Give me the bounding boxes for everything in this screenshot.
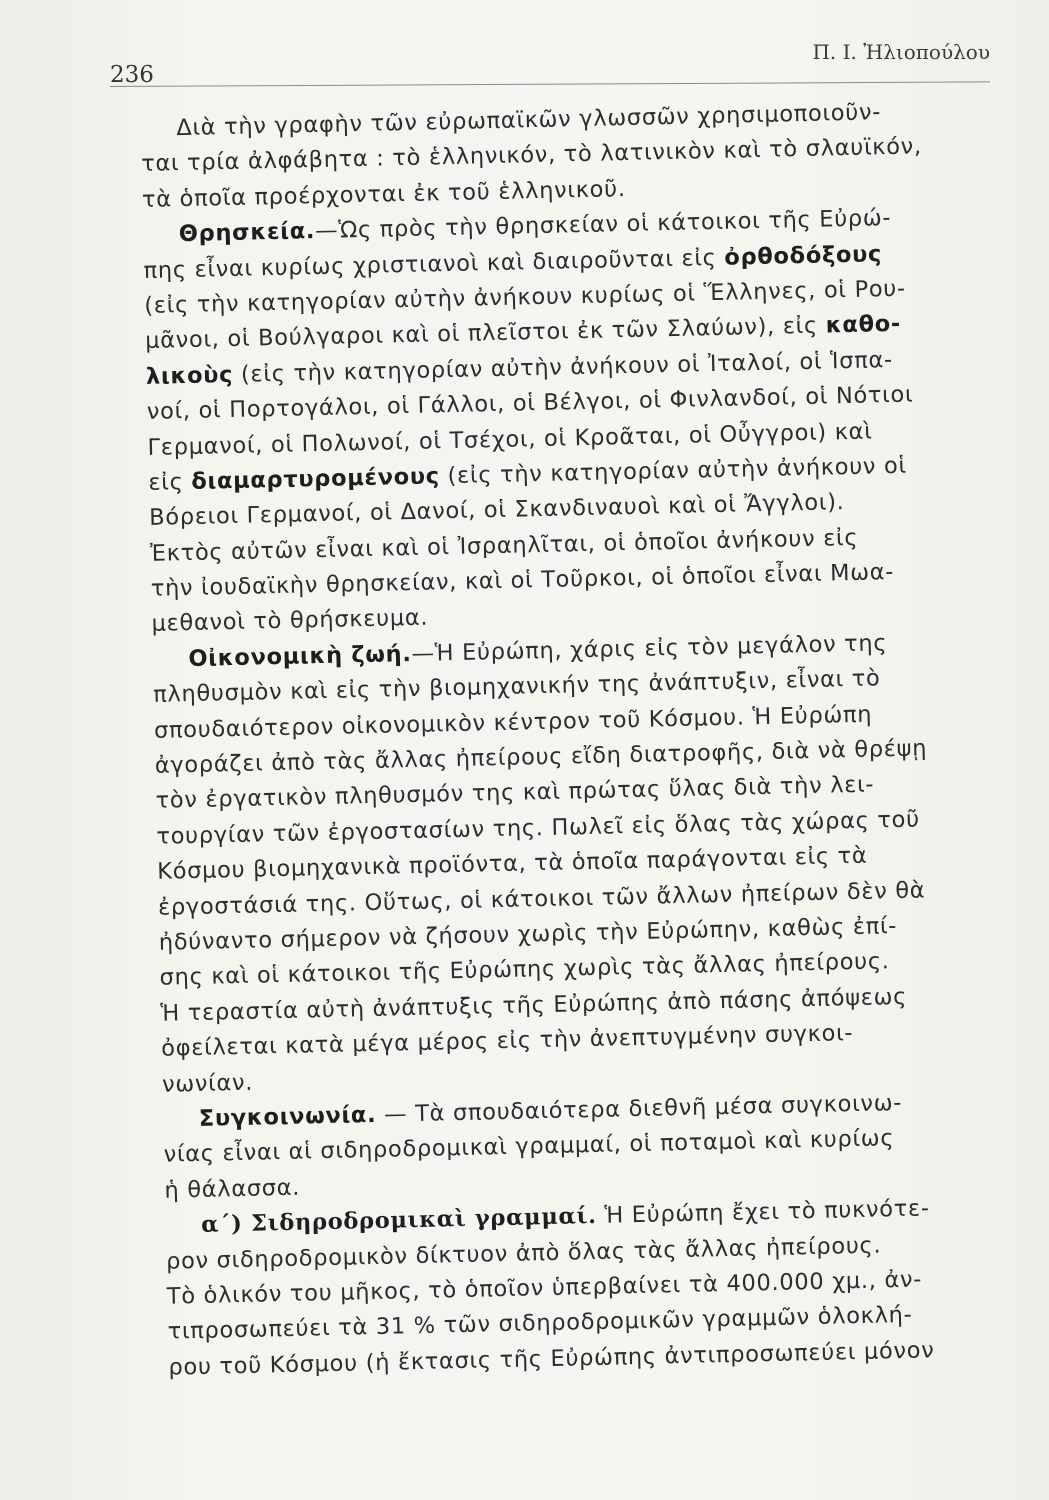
section-heading: Οἰκονομικὴ ζωή. [188,640,412,672]
text-run: πληθυσμὸν καὶ εἰς τὴν βιομηχανικήν της ἀνάπτυξιν, εἶναι τὸ [152,665,881,709]
text-run: Ἐκτὸς αὐτῶν εἶναι καὶ οἱ Ἰσραηλῖται, οἱ ὁποῖοι ἀνήκουν εἰς [149,524,859,567]
section-heading: καθο- [825,311,902,339]
text-run: Τὸ ὁλικόν του μῆκος, τὸ ὁποῖον ὑπερβαίνει τὰ 400.000 χμ., ἀν- [166,1266,923,1310]
body-text [140,92,1044,1386]
text-run: —Ἡ Εὐρώπη, χάρις εἰς τὸν μεγάλον της [411,630,888,667]
text-run: νωνίαν. [161,1069,254,1098]
section-heading: α΄) Σιδηροδρομικαὶ γραμμαί. [200,1203,597,1239]
text-run: ὀφείλεται κατὰ μέγα μέρος εἰς τὴν ἀνεπτυγμένην συγκοι- [160,1020,854,1062]
text-run: πης εἶναι κυρίως χριστιανοὶ καὶ διαιροῦνται εἰς [143,244,725,284]
text-run: (εἰς τὴν κατηγορίαν αὐτὴν ἀνήκουν οἱ [439,452,908,490]
page-number: 236 [110,62,154,88]
text-run: (εἰς τὴν κατηγορίαν αὐτὴν ἀνήκουν οἱ Ἰταλοί, οἱ Ἱσπα- [232,346,894,388]
section-heading: ὀρθοδόξους [724,240,883,271]
text-run: νοί, οἱ Πορτογάλοι, οἱ Γάλλοι, οἱ Βέλγοι, οἱ Φινλανδοί, οἱ Νότιοι [146,381,914,426]
section-heading: λικοὺς [145,361,234,390]
text-run: ρον σιδηροδρομικὸν δίκτυον ἀπὸ ὅλας τὰς ἄλλας ἠπείρους. [165,1231,882,1275]
text-run: ται τρία ἀλφάβητα : τὸ ἑλληνικόν, τὸ λατινικὸν καὶ τὸ σλαυϊκόν, [140,133,923,178]
text-run: — Τὰ σπουδαιότερα διεθνῆ μέσα συγκοινω- [376,1089,903,1128]
text-run: νίας εἶναι αἱ σιδηροδρομικαὶ γραμμαί, οἱ ποταμοὶ καὶ κυρίως [163,1125,895,1169]
text-run: σπουδαιότερον οἰκονομικὸν κέντρον τοῦ Κόσμου. Ἡ Εὐρώπη [153,701,873,744]
text-run: Κόσμου βιομηχανικὰ προϊόντα, τὰ ὁποῖα παράγονται εἰς τὰ [156,842,868,886]
text-run: τὸν ἐργατικὸν πληθυσμόν της καὶ πρώτας ὕλας διὰ τὴν λει- [155,771,875,815]
text-run: τὰ ὁποῖα προέρχονται ἐκ τοῦ ἑλληνικοῦ. [141,175,626,213]
section-heading: Συγκοινωνία. [198,1101,377,1132]
text-run: Ἡ Εὐρώπη ἔχει τὸ πυκνότε- [596,1195,930,1230]
text-run: τουργίαν τῶν ἐργοστασίων της. Πωλεῖ εἰς ὅλας τὰς χώρας τοῦ [156,806,921,850]
text-run: ἀγοράζει ἀπὸ τὰς ἄλλας ἠπείρους εἴδη διατροφῆς, διὰ νὰ θρέψῃ [154,735,928,779]
text-run: ρου τοῦ Κόσμου (ἡ ἔκτασις τῆς Εὐρώπης ἀντιπροσωπεύει μόνον [168,1336,935,1381]
text-run: σης καὶ οἱ κάτοικοι τῆς Εὐρώπης χωρὶς τὰς ἄλλας ἠπείρους. [159,948,890,992]
text-run: τιπροσωπεύει τὰ 31 % τῶν σιδηροδρομικῶν γραμμῶν ὁλοκλή- [167,1302,913,1345]
text-run: ἠδύναντο σήμερον νὰ ζήσουν χωρὶς τὴν Εὐρώπην, καθὼς ἐπί- [158,913,898,956]
section-heading: Θρησκεία. [178,218,316,248]
text-run: μεθανοὶ τὸ θρήσκευμα. [151,605,429,638]
text-run: Βόρειοι Γερμανοί, οἱ Δανοί, οἱ Σκανδιναυοὶ καὶ οἱ Ἄγγλοι). [148,489,845,532]
text-run: Γερμανοί, οἱ Πολωνοί, οἱ Τσέχοι, οἱ Κροᾶται, οἱ Οὖγγροι) καὶ [147,417,873,461]
text-run: —Ὡς πρὸς τὴν θρησκείαν οἱ κάτοικοι τῆς Εὐρώ- [314,205,892,245]
text-run: ἡ θάλασσα. [164,1174,301,1204]
text-run: εἰς [148,468,192,496]
text-run: (εἰς τὴν κατηγορίαν αὐτὴν ἀνήκουν κυρίως οἱ Ἕλληνες, οἱ Ρου- [144,275,907,319]
text-run: ἐργοστάσιά της. Οὕτως, οἱ κάτοικοι τῶν ἄλλων ἠπείρων δὲν θὰ [157,876,926,921]
text-run: τὴν ἰουδαϊκὴν θρησκείαν, καὶ οἱ Τοῦρκοι, οἱ ὁποῖοι εἶναι Μωα- [150,559,895,602]
text-run: μᾶνοι, οἱ Βούλγαροι καὶ οἱ πλεῖστοι ἐκ τῶν Σλαύων), εἰς [144,312,827,355]
running-head-author: Π. Ι. Ἠλιοπούλου [812,40,990,64]
section-heading: διαμαρτυρομένους [191,463,441,495]
text-run: Ἡ τεραστία αὐτὴ ἀνάπτυξις τῆς Εὐρώπης ἀπὸ πάσης ἀπόψεως [160,983,908,1027]
text-run: Διὰ τὴν γραφὴν τῶν εὐρωπαϊκῶν γλωσσῶν χρησιμοποιοῦν- [176,99,882,142]
